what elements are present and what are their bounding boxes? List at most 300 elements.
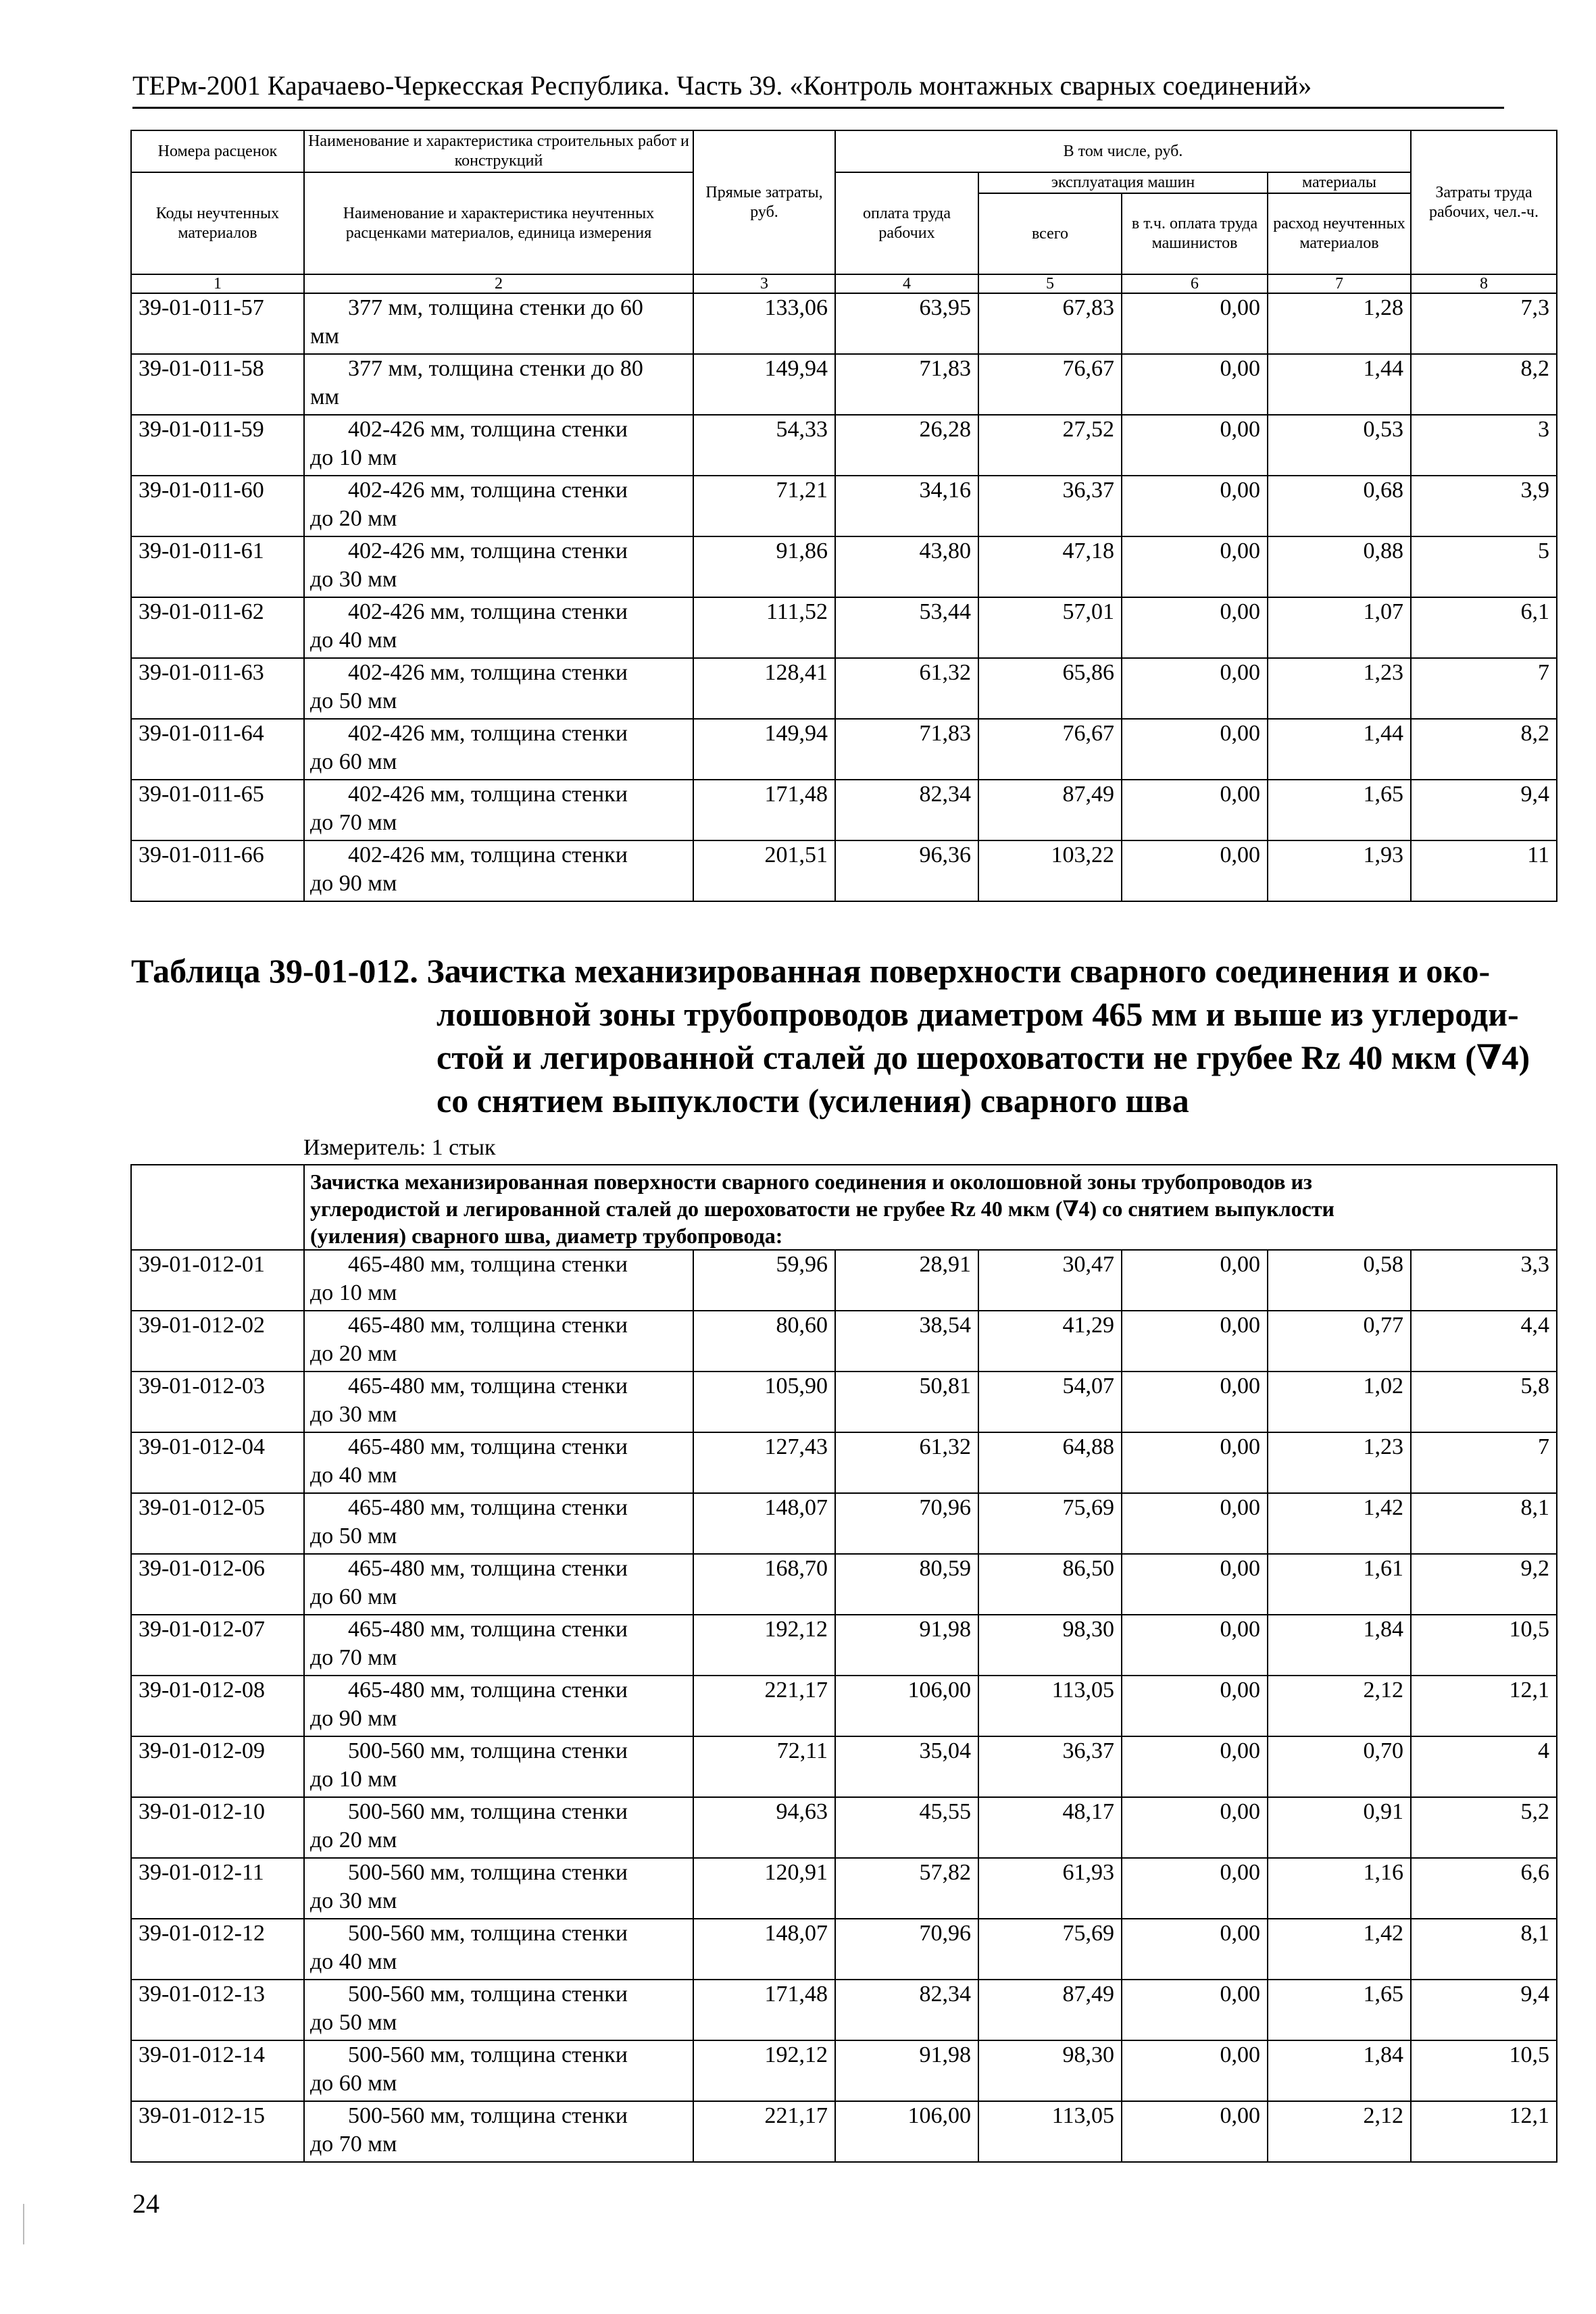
table-row [131, 1797, 1557, 1858]
work-name-line: 402-426 мм, толщина стенки [348, 478, 628, 503]
machines-value: 54,07 [978, 1372, 1122, 1432]
rate-code: 39-01-011-59 [131, 415, 304, 476]
work-name [304, 1372, 693, 1432]
work-name [304, 658, 693, 719]
materials-value: 1,93 [1268, 840, 1411, 901]
labor-value: 10,5 [1411, 2040, 1557, 2101]
column-numbers-row [131, 274, 1557, 293]
machines-value: 76,67 [978, 719, 1122, 780]
wages-value: 71,83 [835, 719, 978, 780]
labor-value: 3,3 [1411, 1250, 1557, 1311]
table-title [131, 949, 1557, 1122]
table-row [131, 1676, 1557, 1736]
operator-wages-value: 0,00 [1122, 1676, 1268, 1736]
direct-costs-value: 120,91 [693, 1858, 835, 1919]
operator-wages-value: 0,00 [1122, 1311, 1268, 1372]
materials-value: 1,84 [1268, 2040, 1411, 2101]
direct-costs-value: 94,63 [693, 1797, 835, 1858]
labor-value: 7,3 [1411, 293, 1557, 354]
work-name [304, 1432, 693, 1493]
rate-code: 39-01-012-02 [131, 1311, 304, 1372]
work-name-line: 500-560 мм, толщина стенки [348, 1799, 628, 1824]
page-header: ТЕРм-2001 Карачаево-Черкесская Республика. Часть 39. «Контроль монтажных сварных соединений» [132, 68, 1504, 109]
work-name-line: до 70 мм [310, 2132, 397, 2157]
machines-value: 67,83 [978, 293, 1122, 354]
work-name-line: до 50 мм [310, 1524, 397, 1549]
machines-value: 61,93 [978, 1858, 1122, 1919]
work-name [304, 536, 693, 597]
machines-value: 27,52 [978, 415, 1122, 476]
labor-value: 11 [1411, 840, 1557, 901]
labor-value: 7 [1411, 1432, 1557, 1493]
operator-wages-value: 0,00 [1122, 476, 1268, 536]
column-number: 6 [1122, 274, 1268, 293]
work-name [304, 293, 693, 354]
table-row [131, 1493, 1557, 1554]
direct-costs-value: 133,06 [693, 293, 835, 354]
operator-wages-value: 0,00 [1122, 1919, 1268, 1980]
work-name-line: до 60 мм [310, 1584, 397, 1609]
work-name [304, 1980, 693, 2040]
labor-value: 5 [1411, 536, 1557, 597]
labor-value: 3,9 [1411, 476, 1557, 536]
table-row [131, 1372, 1557, 1432]
work-name [304, 1919, 693, 1980]
work-name [304, 354, 693, 415]
work-name-line: 500-560 мм, толщина стенки [348, 2103, 628, 2128]
wages-value: 28,91 [835, 1250, 978, 1311]
rates-table [130, 130, 1557, 2163]
rate-code: 39-01-011-64 [131, 719, 304, 780]
wages-value: 34,16 [835, 476, 978, 536]
rate-code: 39-01-012-09 [131, 1736, 304, 1797]
column-number: 7 [1268, 274, 1411, 293]
direct-costs-value: 221,17 [693, 2101, 835, 2162]
col-rate-number: Номера расценок [131, 130, 304, 172]
work-name [304, 476, 693, 536]
operator-wages-value: 0,00 [1122, 780, 1268, 840]
col-operator-wages: в т.ч. оплата труда машинистов [1122, 193, 1268, 274]
table-row [131, 780, 1557, 840]
work-name-line: 402-426 мм, толщина стенки [348, 660, 628, 685]
rate-code: 39-01-011-58 [131, 354, 304, 415]
direct-costs-value: 71,21 [693, 476, 835, 536]
wages-value: 57,82 [835, 1858, 978, 1919]
work-name-line: мм [310, 324, 340, 349]
direct-costs-value: 54,33 [693, 415, 835, 476]
table-row [131, 840, 1557, 901]
work-name-line: до 70 мм [310, 810, 397, 835]
operator-wages-value: 0,00 [1122, 719, 1268, 780]
operator-wages-value: 0,00 [1122, 1980, 1268, 2040]
rate-code: 39-01-011-57 [131, 293, 304, 354]
column-number: 3 [693, 274, 835, 293]
column-number: 2 [304, 274, 693, 293]
rate-code: 39-01-012-12 [131, 1919, 304, 1980]
operator-wages-value: 0,00 [1122, 1432, 1268, 1493]
operator-wages-value: 0,00 [1122, 1615, 1268, 1676]
machines-value: 87,49 [978, 1980, 1122, 2040]
materials-value: 1,65 [1268, 780, 1411, 840]
wages-value: 71,83 [835, 354, 978, 415]
direct-costs-value: 128,41 [693, 658, 835, 719]
work-name-line: до 60 мм [310, 749, 397, 774]
machines-value: 75,69 [978, 1493, 1122, 1554]
materials-value: 1,44 [1268, 354, 1411, 415]
table-title-line: со снятием выпуклости (усиления) сварного шва [437, 1082, 1189, 1120]
work-description-line: (уиления) сварного шва, диаметр трубопровода: [310, 1224, 783, 1248]
machines-value: 75,69 [978, 1919, 1122, 1980]
col-name-bottom: Наименование и характеристика неучтенных расценками материалов, единица измерения [304, 172, 693, 274]
col-materials: материалы [1268, 172, 1411, 193]
work-name-line: 465-480 мм, толщина стенки [348, 1678, 628, 1703]
table-row [131, 293, 1557, 354]
labor-value: 6,1 [1411, 597, 1557, 658]
table-row [131, 1432, 1557, 1493]
materials-value: 0,68 [1268, 476, 1411, 536]
column-number: 4 [835, 274, 978, 293]
work-name-line: до 60 мм [310, 2071, 397, 2096]
work-name-line: 500-560 мм, толщина стенки [348, 1738, 628, 1763]
table-body-top [131, 293, 1557, 901]
work-name-line: до 90 мм [310, 871, 397, 896]
rate-code: 39-01-011-60 [131, 476, 304, 536]
materials-value: 1,07 [1268, 597, 1411, 658]
machines-value: 103,22 [978, 840, 1122, 901]
table-section-heading [131, 901, 1557, 1250]
rate-code: 39-01-012-10 [131, 1797, 304, 1858]
wages-value: 96,36 [835, 840, 978, 901]
table-header [131, 130, 1557, 293]
work-name [304, 1676, 693, 1736]
materials-value: 0,70 [1268, 1736, 1411, 1797]
table-body-bottom [131, 1250, 1557, 2162]
rate-code: 39-01-012-03 [131, 1372, 304, 1432]
work-name [304, 780, 693, 840]
operator-wages-value: 0,00 [1122, 415, 1268, 476]
direct-costs-value: 171,48 [693, 780, 835, 840]
work-name-line: 500-560 мм, толщина стенки [348, 1921, 628, 1946]
machines-value: 113,05 [978, 2101, 1122, 2162]
table-row [131, 1615, 1557, 1676]
col-direct-costs: Прямые затраты, руб. [693, 130, 835, 274]
machines-value: 48,17 [978, 1797, 1122, 1858]
rate-code: 39-01-012-05 [131, 1493, 304, 1554]
direct-costs-value: 80,60 [693, 1311, 835, 1372]
work-name [304, 1858, 693, 1919]
labor-value: 3 [1411, 415, 1557, 476]
labor-value: 10,5 [1411, 1615, 1557, 1676]
rate-code: 39-01-012-14 [131, 2040, 304, 2101]
wages-value: 26,28 [835, 415, 978, 476]
materials-value: 1,02 [1268, 1372, 1411, 1432]
work-name-line: 500-560 мм, толщина стенки [348, 2042, 628, 2067]
work-description [304, 1165, 1557, 1250]
work-name-line: до 20 мм [310, 1341, 397, 1366]
operator-wages-value: 0,00 [1122, 354, 1268, 415]
machines-value: 36,37 [978, 476, 1122, 536]
materials-value: 1,23 [1268, 658, 1411, 719]
work-name [304, 597, 693, 658]
table-row [131, 1919, 1557, 1980]
table-row [131, 1311, 1557, 1372]
direct-costs-value: 105,90 [693, 1372, 835, 1432]
wages-value: 70,96 [835, 1919, 978, 1980]
work-name-line: до 40 мм [310, 1949, 397, 1974]
page-number: 24 [132, 2188, 159, 2219]
work-name-line: 377 мм, толщина стенки до 60 [348, 295, 643, 320]
operator-wages-value: 0,00 [1122, 1736, 1268, 1797]
work-name-line: до 40 мм [310, 628, 397, 653]
materials-value: 0,58 [1268, 1250, 1411, 1311]
materials-value: 1,16 [1268, 1858, 1411, 1919]
work-name [304, 840, 693, 901]
table-title-line: Таблица 39-01-012. Зачистка механизированная поверхности сварного соединения и око- [131, 952, 1491, 990]
work-name [304, 1736, 693, 1797]
wages-value: 61,32 [835, 1432, 978, 1493]
machines-value: 76,67 [978, 354, 1122, 415]
work-name-line: 402-426 мм, толщина стенки [348, 842, 628, 867]
column-number: 1 [131, 274, 304, 293]
work-name [304, 1311, 693, 1372]
labor-value: 6,6 [1411, 1858, 1557, 1919]
wages-value: 91,98 [835, 2040, 978, 2101]
machines-value: 30,47 [978, 1250, 1122, 1311]
direct-costs-value: 148,07 [693, 1493, 835, 1554]
direct-costs-value: 201,51 [693, 840, 835, 901]
work-name-line: 402-426 мм, толщина стенки [348, 538, 628, 563]
direct-costs-value: 91,86 [693, 536, 835, 597]
work-name-line: до 10 мм [310, 1280, 397, 1305]
labor-value: 5,2 [1411, 1797, 1557, 1858]
operator-wages-value: 0,00 [1122, 597, 1268, 658]
table-row [131, 1250, 1557, 1311]
table-row [131, 2101, 1557, 2162]
work-name-line: 465-480 мм, толщина стенки [348, 1556, 628, 1581]
direct-costs-value: 149,94 [693, 354, 835, 415]
wages-value: 38,54 [835, 1311, 978, 1372]
work-name-line: 465-480 мм, толщина стенки [348, 1617, 628, 1642]
operator-wages-value: 0,00 [1122, 658, 1268, 719]
labor-value: 9,2 [1411, 1554, 1557, 1615]
rate-code: 39-01-011-65 [131, 780, 304, 840]
rate-code: 39-01-012-06 [131, 1554, 304, 1615]
machines-value: 64,88 [978, 1432, 1122, 1493]
work-name-line: 402-426 мм, толщина стенки [348, 721, 628, 746]
table-row [131, 354, 1557, 415]
col-name-top: Наименование и характеристика строительных работ и конструкций [304, 130, 693, 172]
rate-code: 39-01-012-11 [131, 1858, 304, 1919]
labor-value: 8,2 [1411, 354, 1557, 415]
labor-value: 8,1 [1411, 1493, 1557, 1554]
work-name-line: до 40 мм [310, 1463, 397, 1488]
labor-value: 7 [1411, 658, 1557, 719]
col-total: всего [978, 193, 1122, 274]
materials-value: 2,12 [1268, 2101, 1411, 2162]
operator-wages-value: 0,00 [1122, 840, 1268, 901]
machines-value: 113,05 [978, 1676, 1122, 1736]
direct-costs-value: 192,12 [693, 2040, 835, 2101]
col-machine-operation: эксплуатация машин [978, 172, 1268, 193]
labor-value: 9,4 [1411, 1980, 1557, 2040]
materials-value: 0,53 [1268, 415, 1411, 476]
work-name-line: до 70 мм [310, 1645, 397, 1670]
labor-value: 12,1 [1411, 1676, 1557, 1736]
direct-costs-value: 221,17 [693, 1676, 835, 1736]
machines-value: 47,18 [978, 536, 1122, 597]
materials-value: 1,28 [1268, 293, 1411, 354]
labor-value: 12,1 [1411, 2101, 1557, 2162]
materials-value: 0,88 [1268, 536, 1411, 597]
table-row [131, 1858, 1557, 1919]
work-name [304, 1615, 693, 1676]
wages-value: 43,80 [835, 536, 978, 597]
work-name [304, 2040, 693, 2101]
work-name-line: 500-560 мм, толщина стенки [348, 1982, 628, 2007]
operator-wages-value: 0,00 [1122, 1797, 1268, 1858]
materials-value: 0,77 [1268, 1311, 1411, 1372]
operator-wages-value: 0,00 [1122, 1250, 1268, 1311]
labor-value: 8,1 [1411, 1919, 1557, 1980]
column-number: 8 [1411, 274, 1557, 293]
machines-value: 86,50 [978, 1554, 1122, 1615]
wages-value: 53,44 [835, 597, 978, 658]
labor-value: 5,8 [1411, 1372, 1557, 1432]
margin-mark [23, 2204, 24, 2244]
work-name-line: 402-426 мм, толщина стенки [348, 417, 628, 442]
work-name-line: 465-480 мм, толщина стенки [348, 1495, 628, 1520]
work-name-line: до 30 мм [310, 1888, 397, 1913]
wages-value: 91,98 [835, 1615, 978, 1676]
materials-value: 1,42 [1268, 1493, 1411, 1554]
wages-value: 106,00 [835, 1676, 978, 1736]
operator-wages-value: 0,00 [1122, 2101, 1268, 2162]
machines-value: 98,30 [978, 1615, 1122, 1676]
direct-costs-value: 168,70 [693, 1554, 835, 1615]
work-description-line: углеродистой и легированной сталей до шероховатости не грубее Rz 40 мкм (∇4) со снятием выпуклости [310, 1197, 1335, 1221]
machines-value: 98,30 [978, 2040, 1122, 2101]
direct-costs-value: 171,48 [693, 1980, 835, 2040]
work-name [304, 2101, 693, 2162]
wages-value: 45,55 [835, 1797, 978, 1858]
labor-value: 9,4 [1411, 780, 1557, 840]
operator-wages-value: 0,00 [1122, 1372, 1268, 1432]
table-title-cell [131, 901, 1557, 1165]
labor-value: 4 [1411, 1736, 1557, 1797]
work-name [304, 415, 693, 476]
rate-code: 39-01-012-04 [131, 1432, 304, 1493]
rate-code: 39-01-011-63 [131, 658, 304, 719]
machines-value: 65,86 [978, 658, 1122, 719]
table-row [131, 658, 1557, 719]
work-name-line: 465-480 мм, толщина стенки [348, 1252, 628, 1277]
table-row [131, 536, 1557, 597]
wages-value: 80,59 [835, 1554, 978, 1615]
direct-costs-value: 127,43 [693, 1432, 835, 1493]
wages-value: 63,95 [835, 293, 978, 354]
table-row [131, 597, 1557, 658]
col-labor: Затраты труда рабочих, чел.-ч. [1411, 130, 1557, 274]
materials-value: 2,12 [1268, 1676, 1411, 1736]
work-name-line: 465-480 мм, толщина стенки [348, 1374, 628, 1399]
labor-value: 8,2 [1411, 719, 1557, 780]
operator-wages-value: 0,00 [1122, 293, 1268, 354]
rate-code: 39-01-012-13 [131, 1980, 304, 2040]
wages-value: 82,34 [835, 780, 978, 840]
work-name-line: до 10 мм [310, 1767, 397, 1792]
work-name-line: до 50 мм [310, 2010, 397, 2035]
rate-code: 39-01-011-66 [131, 840, 304, 901]
work-name-line: до 30 мм [310, 1402, 397, 1427]
work-name [304, 1493, 693, 1554]
direct-costs-value: 111,52 [693, 597, 835, 658]
wages-value: 82,34 [835, 1980, 978, 2040]
table-row [131, 415, 1557, 476]
operator-wages-value: 0,00 [1122, 1554, 1268, 1615]
machines-value: 41,29 [978, 1311, 1122, 1372]
machines-value: 36,37 [978, 1736, 1122, 1797]
work-name-line: мм [310, 384, 340, 409]
work-name-line: до 20 мм [310, 506, 397, 531]
work-name [304, 1250, 693, 1311]
labor-value: 4,4 [1411, 1311, 1557, 1372]
wages-value: 70,96 [835, 1493, 978, 1554]
machines-value: 87,49 [978, 780, 1122, 840]
rate-code: 39-01-012-15 [131, 2101, 304, 2162]
rate-code: 39-01-011-61 [131, 536, 304, 597]
direct-costs-value: 59,96 [693, 1250, 835, 1311]
work-name-line: 465-480 мм, толщина стенки [348, 1434, 628, 1459]
materials-value: 1,61 [1268, 1554, 1411, 1615]
rates-table-container [130, 130, 1556, 2163]
materials-value: 1,42 [1268, 1919, 1411, 1980]
work-name-line: 377 мм, толщина стенки до 80 [348, 356, 643, 381]
table-row [131, 1554, 1557, 1615]
column-number: 5 [978, 274, 1122, 293]
table-row [131, 1736, 1557, 1797]
unit-of-measure: Измеритель: 1 стык [303, 1135, 496, 1160]
wages-value: 61,32 [835, 658, 978, 719]
direct-costs-value: 72,11 [693, 1736, 835, 1797]
operator-wages-value: 0,00 [1122, 2040, 1268, 2101]
work-name-line: 402-426 мм, толщина стенки [348, 782, 628, 807]
work-name-line: до 30 мм [310, 567, 397, 592]
rate-code: 39-01-012-01 [131, 1250, 304, 1311]
work-name [304, 1797, 693, 1858]
work-name-line: 500-560 мм, толщина стенки [348, 1860, 628, 1885]
table-row [131, 2040, 1557, 2101]
wages-value: 50,81 [835, 1372, 978, 1432]
operator-wages-value: 0,00 [1122, 1858, 1268, 1919]
wages-value: 35,04 [835, 1736, 978, 1797]
materials-value: 1,23 [1268, 1432, 1411, 1493]
col-including: В том числе, руб. [835, 130, 1411, 172]
work-name-line: 402-426 мм, толщина стенки [348, 599, 628, 624]
table-title-line: стой и легированной сталей до шероховатости не грубее Rz 40 мкм (∇4) [437, 1038, 1530, 1076]
table-title-line: лошовной зоны трубопроводов диаметром 465 мм и выше из углероди- [437, 995, 1519, 1033]
work-name [304, 1554, 693, 1615]
table-row [131, 1980, 1557, 2040]
rate-code: 39-01-012-07 [131, 1615, 304, 1676]
work-name-line: до 50 мм [310, 688, 397, 713]
direct-costs-value: 149,94 [693, 719, 835, 780]
wages-value: 106,00 [835, 2101, 978, 2162]
materials-value: 1,84 [1268, 1615, 1411, 1676]
work-name-line: до 10 мм [310, 445, 397, 470]
direct-costs-value: 148,07 [693, 1919, 835, 1980]
rate-code: 39-01-012-08 [131, 1676, 304, 1736]
materials-value: 1,44 [1268, 719, 1411, 780]
